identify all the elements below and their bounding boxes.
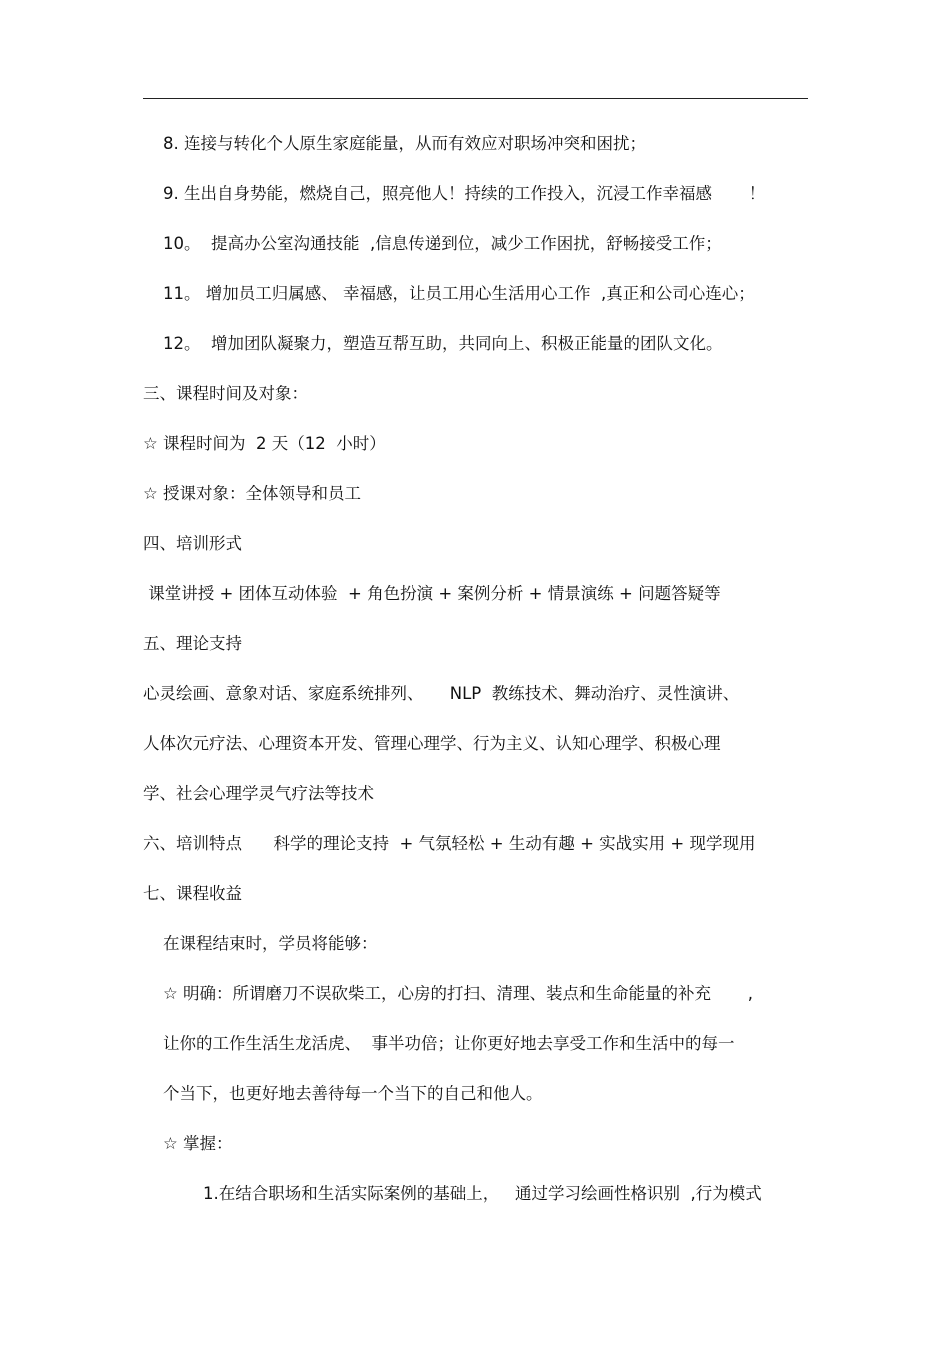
section-6-heading: 六、培训特点 科学的理论支持 + 气氛轻松 + 生动有趣 + 实战实用 + 现学现用 [143,834,756,853]
benefit-item-8: 8. 连接与转化个人原生家庭能量，从而有效应对职场冲突和困扰； [163,134,646,153]
clear-line: 让你的工作生活生龙活虎、 事半功倍；让你更好地去享受工作和生活中的每一 [163,1034,735,1053]
theory-line: 学、社会心理学灵气疗法等技术 [143,784,374,803]
benefit-intro: 在课程结束时，学员将能够： [163,934,378,953]
section-4-heading: 四、培训形式 [143,534,242,553]
course-time: ☆ 课程时间为 2 天（12 小时） [143,434,386,453]
training-format: 课堂讲授 + 团体互动体验 + 角色扮演 + 案例分析 + 情景演练 + 问题答疑等 [143,584,721,603]
master-item-1: 1.在结合职场和生活实际案例的基础上， 通过学习绘画性格识别 ,行为模式 [203,1184,762,1203]
benefit-item-12: 12。 增加团队凝聚力，塑造互帮互助，共同向上、积极正能量的团队文化。 [163,334,723,353]
course-audience: ☆ 授课对象：全体领导和员工 [143,484,362,503]
theory-line: 人体次元疗法、心理资本开发、管理心理学、行为主义、认知心理学、积极心理 [143,734,721,753]
clear-line: ☆ 明确：所谓磨刀不误砍柴工，心房的打扫、清理、装点和生命能量的补充 , [163,984,753,1003]
clear-line: 个当下，也更好地去善待每一个当下的自己和他人。 [163,1084,543,1103]
master-heading: ☆ 掌握： [163,1134,233,1153]
section-7-heading: 七、课程收益 [143,884,242,903]
benefit-item-10: 10。 提高办公室沟通技能 ,信息传递到位，减少工作困扰，舒畅接受工作； [163,234,722,253]
theory-line: 心灵绘画、意象对话、家庭系统排列、 NLP 教练技术、舞动治疗、灵性演讲、 [143,684,740,703]
section-3-heading: 三、课程时间及对象： [143,384,308,403]
section-5-heading: 五、理论支持 [143,634,242,653]
benefit-item-11: 11。 增加员工归属感、 幸福感，让员工用心生活用心工作 ,真正和公司心连心； [163,284,755,303]
header-rule [143,98,808,99]
benefit-item-9: 9. 生出自身势能，燃烧自己，照亮他人！持续的工作投入，沉浸工作幸福感 ！ [163,184,766,203]
